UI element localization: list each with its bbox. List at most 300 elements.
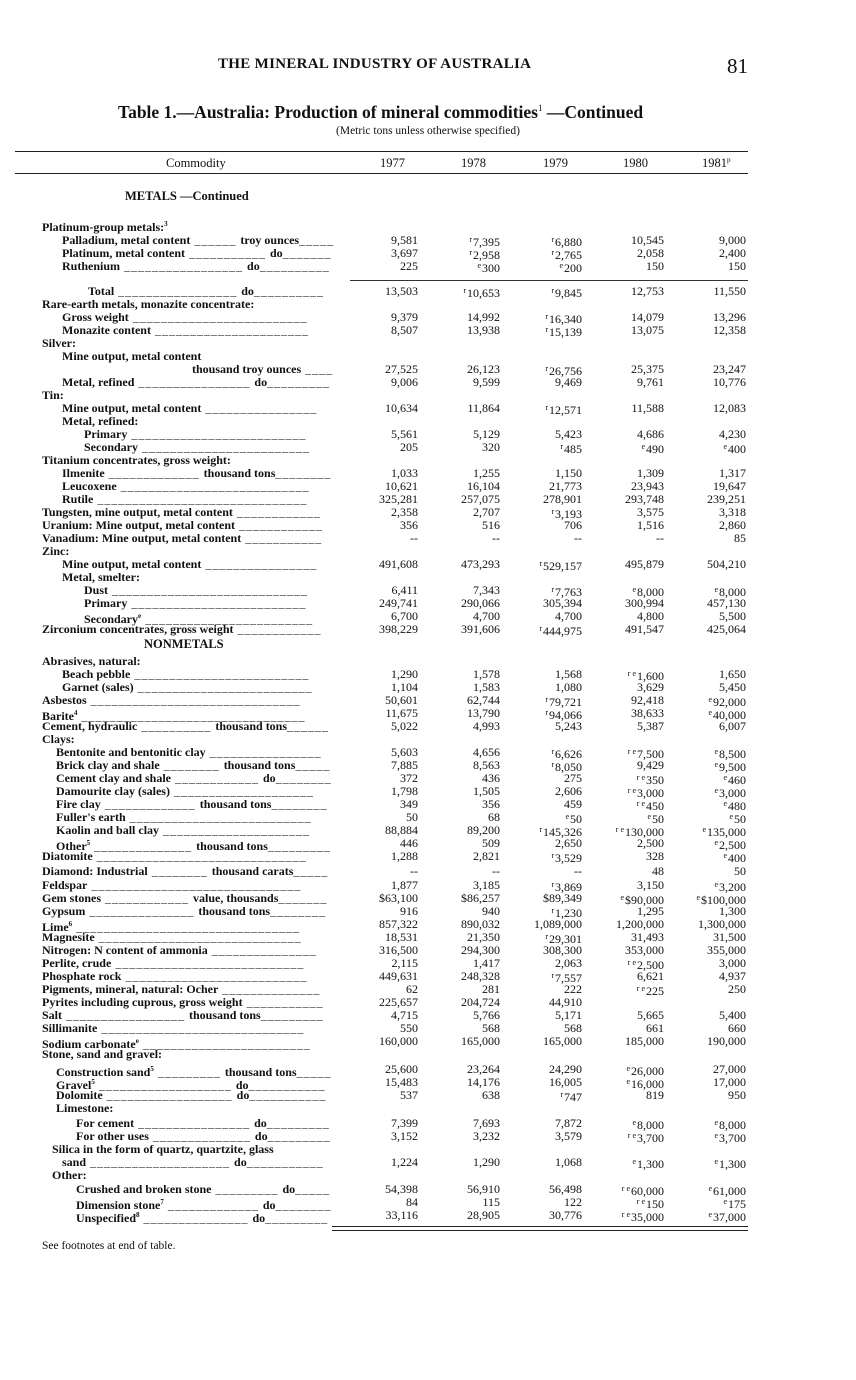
value-cell-1978 [467,1076,500,1088]
table-row [0,797,856,813]
value-text: 4,700 [555,609,582,623]
dot-leader: __________ [137,719,216,733]
value-text: 16,340 [549,312,582,326]
value-text: 9,500 [719,760,746,774]
revision-estimate-marker: r [539,624,542,633]
value-cell-1980 [637,970,664,982]
commodity-label [62,260,330,272]
revision-estimate-marker: e [632,1118,636,1127]
value-text: 135,000 [707,825,746,839]
commodity-label [52,1169,87,1181]
value-cell-1977 [391,234,418,246]
value-text: 5,665 [637,1008,664,1022]
value-text: 225 [400,259,418,273]
value-cell-1981 [719,610,746,622]
value-text: 130,000 [625,825,664,839]
table-row [0,681,856,693]
value-cell-1981 [719,905,746,917]
value-text: 11,588 [631,401,664,415]
dot-leader: ______________________________ [87,878,302,892]
value-text: 275 [564,771,582,785]
value-text: 9,429 [637,758,664,772]
commodity-label [42,337,76,349]
value-cell-1981 [723,441,746,455]
dot-leader: _________________________ [127,596,307,610]
value-cell-1977 [391,506,418,518]
commodity-label [42,996,324,1008]
value-cell-1979 [555,785,582,797]
value-cell-1978 [477,260,500,274]
value-text: 293,748 [625,492,664,506]
section-heading-row [0,638,856,650]
table-row [0,609,856,626]
commodity-name: Sodium carbonate [42,1037,136,1051]
value-text: 356 [400,518,418,532]
value-cell-1979 [555,837,582,849]
dot-leader-tail: _________ [267,375,331,389]
commodity-name: Vanadium: Mine output, metal content [42,531,242,545]
value-text: 145,326 [543,825,582,839]
table-row [0,1062,856,1079]
commodity-label [62,571,140,583]
revision-estimate-marker: r [545,932,548,941]
value-cell-1980 [637,506,664,518]
dot-leader-tail: ________ [271,797,328,811]
value-text: 5,450 [719,680,746,694]
table-row [0,428,856,440]
value-text: 308,300 [543,943,582,957]
commodity-name: Abrasives, natural: [42,654,141,668]
value-cell-1980 [641,441,664,455]
commodity-label [42,1022,304,1034]
value-text: -- [492,864,500,878]
value-cell-1978 [461,996,500,1008]
commodity-name: Nitrogen: N content of ammonia [42,943,208,957]
dot-leader: _____________ [100,797,200,811]
table-row [0,720,856,732]
dot-leader-tail: _____ [293,864,329,878]
value-cell-1978 [482,798,500,810]
value-cell-1979 [555,376,582,388]
value-text: 7,885 [391,758,418,772]
table-row [0,1034,856,1051]
dot-leader: _____________________________ [94,930,302,944]
table-row [0,930,856,946]
value-text: 29,301 [549,932,582,946]
commodity-label [125,190,249,202]
commodity-name: Tungsten, mine output, metal content [42,505,233,519]
revision-estimate-marker: r [545,312,548,321]
dot-leader: _____________ [163,1198,263,1212]
commodity-name: Asbestos [42,693,87,707]
commodity-name: Rare-earth metals, monazite concentrate: [42,297,255,311]
table-row [0,996,856,1008]
value-cell-1978 [492,532,500,544]
unit-label: do [247,259,260,273]
value-text: 1,104 [391,680,418,694]
value-text: 2,650 [555,836,582,850]
value-text: 16,005 [549,1075,582,1089]
revision-estimate-marker: r [551,235,554,244]
value-cell-1977 [391,428,418,440]
table-row [0,337,856,349]
value-text: 2,115 [391,956,418,970]
value-text: 7,500 [637,747,664,761]
value-cell-1977 [379,918,418,930]
commodity-name: Pigments, mineral, natural: Ocher [42,982,219,996]
value-cell-1977 [385,480,418,492]
unit-label: do [262,1198,276,1212]
commodity-label [76,1183,330,1195]
commodity-name: Gravel [56,1078,92,1092]
value-text: 3,529 [555,851,582,865]
value-cell-1978 [469,247,500,261]
value-cell-1978 [461,1035,500,1047]
value-cell-1977 [379,892,418,904]
value-text: 3,232 [473,1129,500,1143]
commodity-name: Primary [84,427,128,441]
value-text: 79,721 [549,695,582,709]
value-cell-1978 [467,402,500,414]
value-cell-1978 [461,944,500,956]
value-cell-1977 [385,363,418,375]
dot-leader: ________________ [134,1116,255,1130]
dot-leader: _________ [211,1182,283,1196]
value-text: 537 [400,1088,418,1102]
commodity-label [42,1048,162,1060]
value-cell-1980 [625,1035,664,1047]
revision-estimate-marker: r e [621,1184,630,1193]
value-text: 8,000 [637,1118,664,1132]
value-cell-1979 [543,892,582,904]
value-text: 21,350 [467,930,500,944]
commodity-name: Leucoxene [62,479,117,493]
table-row [0,467,856,479]
value-cell-1980 [632,1117,664,1131]
value-text: 638 [482,1088,500,1102]
value-text: 3,152 [391,1129,418,1143]
value-cell-1979 [549,1183,582,1195]
value-cell-1981 [719,970,746,982]
value-text: 2,500 [637,958,664,972]
value-text: 916 [400,904,418,918]
value-text: 3,185 [473,878,500,892]
commodity-name: Beach pebble [62,667,131,681]
value-text: 150 [728,259,746,273]
value-text: -- [656,531,664,545]
commodity-label [56,1102,113,1114]
value-text: 50 [652,812,664,826]
dot-leader-tail: _____ [296,1065,332,1079]
value-text: 1,200,000 [616,917,664,931]
commodity-label [42,1009,324,1021]
commodity-label [42,957,304,969]
footnote-marker: e [135,1037,139,1045]
table-row [0,836,856,853]
value-cell-1980 [637,798,664,812]
value-text: 3,193 [555,507,582,521]
revision-estimate-marker: r [551,760,554,769]
value-text: 9,845 [555,286,582,300]
value-cell-1980 [646,1022,664,1034]
value-text: 5,423 [555,427,582,441]
value-text: 8,000 [637,585,664,599]
table-row [0,1182,856,1198]
value-cell-1980 [631,931,664,943]
value-text: 4,686 [637,427,664,441]
table-row [0,758,856,774]
commodity-name: Tin: [42,388,64,402]
revision-estimate-marker: e [714,747,718,756]
value-text: 1,288 [391,849,418,863]
value-text: 449,631 [379,969,418,983]
value-text: 26,756 [549,364,582,378]
value-text: 550 [400,1021,418,1035]
commodity-name: Gypsum [42,904,86,918]
table-row [0,1169,856,1181]
value-cell-1977 [400,519,418,531]
value-cell-1977 [400,1089,418,1101]
value-text: 40,000 [713,708,746,722]
revision-estimate-marker: e [647,812,651,821]
value-text: 54,398 [385,1182,418,1196]
commodity-label [62,376,330,388]
value-cell-1977 [385,1183,418,1195]
value-text: 6,007 [719,719,746,733]
value-cell-1980 [625,493,664,505]
commodity-label [42,905,326,917]
value-cell-1981 [719,668,746,680]
value-text: 290,066 [461,596,500,610]
table-title-text: Table 1.—Australia: Production of mineral commodities [118,102,538,122]
dot-leader: _______________ [207,943,317,957]
commodity-label [62,1156,324,1168]
value-text: 4,700 [473,609,500,623]
preliminary-marker: p [727,156,731,164]
dot-leader: _________________________ [127,427,307,441]
value-text: $89,349 [543,891,582,905]
value-text: 5,022 [391,719,418,733]
value-text: 4,230 [719,427,746,441]
value-cell-1980 [647,811,664,825]
value-cell-1978 [482,1196,500,1208]
commodity-name: Platinum, metal content [62,246,185,260]
revision-estimate-marker: e [626,1077,630,1086]
commodity-name: Gem stones [42,891,101,905]
value-text: 62 [406,982,418,996]
revision-estimate-marker: e [714,760,718,769]
unit-label: thousand tons [189,1008,261,1022]
value-text: 890,032 [461,917,500,931]
table-row [0,310,856,326]
commodity-label [56,759,330,771]
value-text: 7,343 [473,583,500,597]
revision-estimate-marker: r e [627,786,636,795]
value-text: 1,300,000 [698,917,746,931]
commodity-label [62,558,317,570]
revision-estimate-marker: r [551,971,554,980]
value-cell-1981 [707,558,746,570]
dot-leader: ____________________ [86,1155,235,1169]
revision-estimate-marker: r e [615,825,624,834]
commodity-name: Dolomite [56,1088,103,1102]
table-row [0,956,856,972]
value-text: 6,626 [555,747,582,761]
revision-estimate-marker: r [560,442,563,451]
section-heading-row [0,190,856,202]
value-text: 6,411 [391,583,418,597]
value-cell-1980 [628,1130,664,1144]
value-cell-1978 [467,1209,500,1221]
value-cell-1979 [543,493,582,505]
value-cell-1977 [385,824,418,836]
value-cell-1979 [549,996,582,1008]
commodity-name: Titanium concentrates, gross weight: [42,453,231,467]
value-text: 5,500 [719,609,746,623]
commodity-name: Crushed and broken stone [76,1182,212,1196]
commodity-name: Diamond: Industrial [42,864,148,878]
table-row [0,218,856,234]
table-row [0,1208,856,1225]
unit-label: troy ounces [240,233,300,247]
value-cell-1977 [391,247,418,259]
revision-estimate-marker: r [551,286,554,295]
commodity-name: Perlite, crude [42,956,112,970]
value-text: 5,603 [391,745,418,759]
value-cell-1981 [707,623,746,635]
value-cell-1979 [565,811,582,825]
value-text: 9,599 [473,375,500,389]
value-text: 30,776 [549,1208,582,1222]
revision-estimate-marker: e [714,1131,718,1140]
commodity-name: Cement, hydraulic [42,719,138,733]
revision-estimate-marker: e [714,786,718,795]
table-row [0,1075,856,1092]
dot-leader: ______________ [148,1129,255,1143]
value-text: $100,000 [701,893,746,907]
value-text: 1,224 [391,1155,418,1169]
dot-leader: ________________________ [138,440,310,454]
table-row [0,1048,856,1060]
table-row [0,733,856,745]
value-text: 89,200 [467,823,500,837]
dot-leader-tail: ___________ [249,1088,327,1102]
commodity-name: Magnesite [42,930,95,944]
revision-estimate-marker: r [545,403,548,412]
dot-leader: __________________ [102,1088,237,1102]
value-cell-1979 [543,944,582,956]
revision-estimate-marker: e [708,708,712,717]
value-cell-1979 [564,772,582,784]
value-text: 12,753 [631,284,664,298]
dot-leader: ____________ [232,505,321,519]
value-cell-1978 [473,957,500,969]
commodity-label [62,415,138,427]
commodity-label [56,772,332,784]
commodity-label [62,234,334,246]
table-subtitle: (Metric tons unless otherwise specified) [336,125,520,137]
commodity-name: METALS —Continued [125,189,249,203]
value-cell-1979 [549,1063,582,1075]
value-text: 50 [734,864,746,878]
revision-estimate-marker: e [723,442,727,451]
value-cell-1977 [391,746,418,758]
value-cell-1977 [391,785,418,797]
unit-label: do [234,1155,247,1169]
value-cell-1979 [555,1117,582,1129]
footnote-marker: 6 [68,920,73,928]
value-text: 84 [406,1195,418,1209]
value-text: 13,503 [385,284,418,298]
revision-estimate-marker: r e [627,747,636,756]
value-cell-1978 [473,785,500,797]
dot-leader: ________________________ [141,612,314,626]
dot-leader: _________________________ [130,667,310,681]
value-cell-1977 [406,811,418,823]
dot-leader: ________________________________ [72,920,301,934]
footnote-marker: 4 [74,709,78,717]
value-cell-1979 [551,850,582,864]
value-text: 1,877 [391,878,418,892]
commodity-label [42,931,302,943]
value-cell-1978 [467,1183,500,1195]
value-text: 13,296 [713,310,746,324]
value-text: 50,601 [385,693,418,707]
value-cell-1978 [473,668,500,680]
value-text: 27,000 [713,1062,746,1076]
value-cell-1978 [469,234,500,248]
value-cell-1981 [714,785,746,799]
value-text: 200 [564,261,582,275]
revision-estimate-marker: e [632,1157,636,1166]
dot-leader: ___________________________ [116,479,310,493]
value-text: 349 [400,797,418,811]
value-text: 31,500 [713,930,746,944]
value-text: 1,295 [637,904,664,918]
dot-leader-tail: ___________ [246,1155,324,1169]
commodity-label [62,311,308,323]
value-text: 38,633 [631,706,664,720]
value-text: 3,318 [719,505,746,519]
value-cell-1980 [637,610,664,622]
commodity-label [192,363,333,375]
value-cell-1981 [728,260,746,272]
value-text: 204,724 [461,995,500,1009]
value-text: 13,938 [467,323,500,337]
value-text: 372 [400,771,418,785]
value-text: 3,000 [719,956,746,970]
dot-leader: ___________ [184,246,270,260]
value-text: 7,763 [555,585,582,599]
commodity-name: Fuller's earth [56,810,126,824]
table-row [0,745,856,761]
commodity-label [42,545,69,557]
dot-leader: ____________ [171,771,263,785]
page-number: 81 [727,54,748,78]
value-cell-1978 [482,837,500,849]
table-row [0,810,856,826]
value-cell-1978 [467,324,500,336]
commodity-label [84,441,310,453]
value-text: 2,958 [473,248,500,262]
value-cell-1979 [545,694,582,708]
value-text: 446 [400,836,418,850]
commodity-name: Other [56,839,87,853]
value-cell-1979 [551,234,582,248]
revision-estimate-marker: e [714,1118,718,1127]
unit-label: value, thousands [193,891,279,905]
value-text: 11,675 [385,706,418,720]
